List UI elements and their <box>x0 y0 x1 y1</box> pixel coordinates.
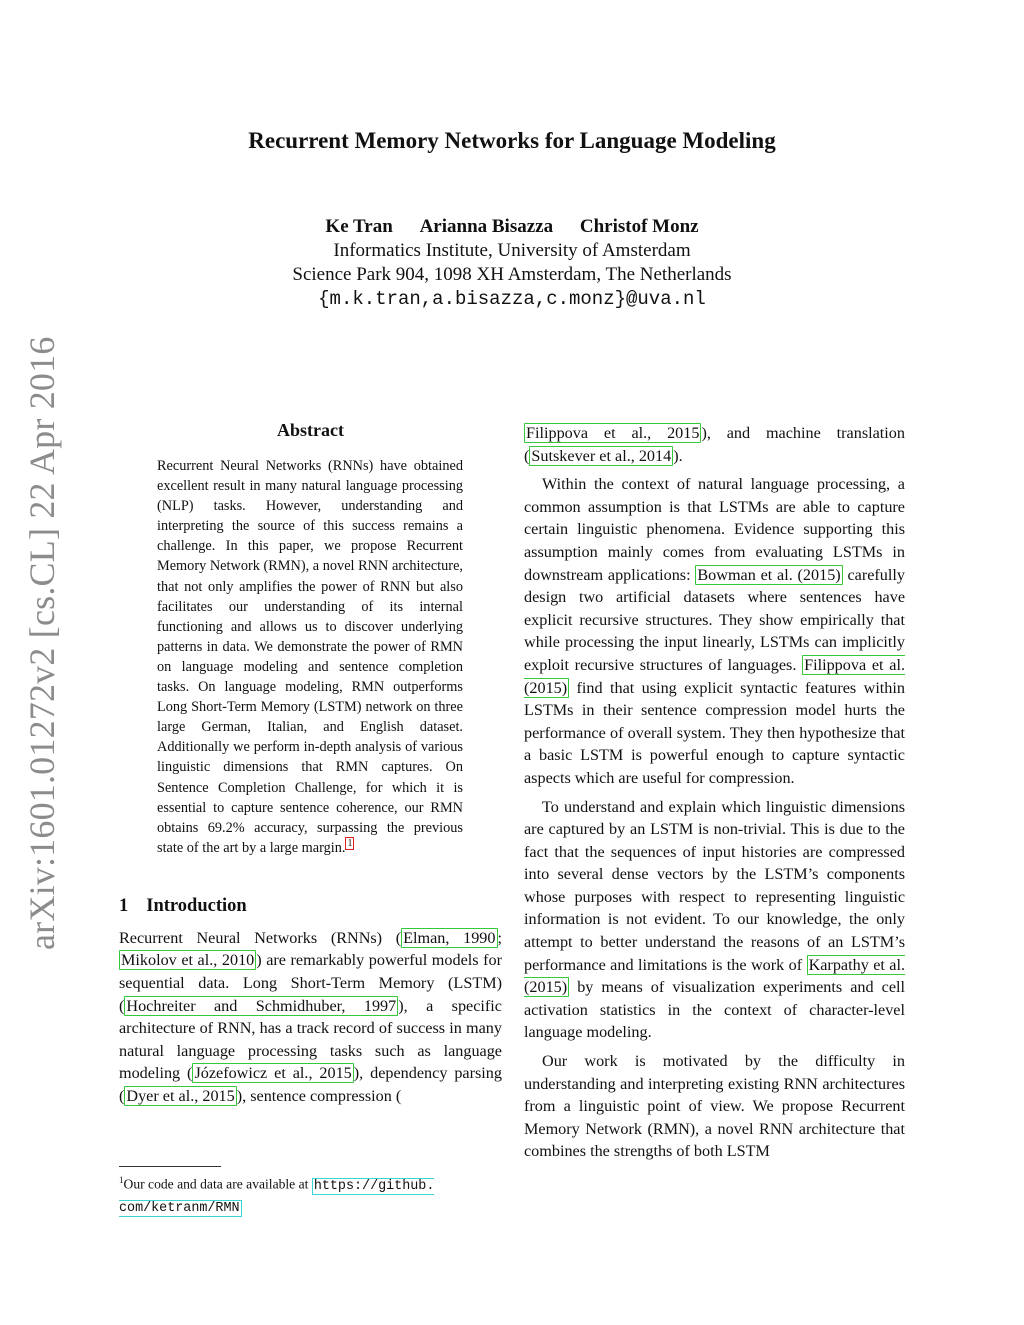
paragraph-text: Recurrent Neural Networks (RNNs) ( <box>119 928 402 947</box>
left-column <box>119 420 502 1108</box>
affiliation-address: Science Park 904, 1098 XH Amsterdam, The Netherlands <box>292 264 732 285</box>
citation-link[interactable]: Bowman et al. (2015) <box>697 565 841 584</box>
affiliation-institute: Informatics Institute, University of Amsterdam <box>333 240 691 261</box>
citation-link[interactable]: Mikolov et al., 2010 <box>121 951 255 970</box>
footnote <box>119 1170 502 1219</box>
citation-link[interactable]: Sutskever et al., 2014 <box>531 446 672 465</box>
intro-paragraph-2 <box>524 473 905 789</box>
url-text: https://github. <box>313 1178 435 1194</box>
paragraph-text: ), a specific architecture of RNN, has a track record of success in many natural language processing tasks such as language modeling ( <box>119 996 502 1083</box>
paragraph-text: ). <box>673 446 683 465</box>
paragraph-text: by means of visualization experiments and cell activation statistics in the context of character-level language modeling. <box>524 978 905 1042</box>
citation-link[interactable]: Dyer et al., 2015 <box>126 1087 235 1106</box>
citation-link[interactable]: Hochreiter and Schmidhuber, 1997 <box>126 996 397 1015</box>
intro-paragraph-4: Our work is motivated by the difficulty in understanding and interpreting existing RNN architectures from a linguistic point of view. We propose Recurrent Memory Network (RMN), a novel RNN architecture that combines the strengths of both LSTM <box>524 1052 905 1161</box>
footnote-mark: 1 <box>119 1175 124 1185</box>
abstract-heading: Abstract <box>277 420 344 440</box>
section-title: Introduction <box>146 895 247 916</box>
abstract-body <box>157 456 463 858</box>
author-name: Arianna Bisazza <box>419 216 554 237</box>
author-list <box>112 216 912 238</box>
paper-title: Recurrent Memory Networks for Language Modeling <box>248 128 776 153</box>
paragraph-text: To understand and explain which linguistic dimensions are captured by an LSTM is non-trivial. This is due to the fact that the sequences of input histories are compressed into several dense vectors by the LSTM’s components whose purposes with respect to representing linguistic information is not evident. To our knowledge, the only attempt to better understand the reasons of an LSTM’s performance and limitations is the work of <box>524 797 905 974</box>
paragraph-text: find that using explicit syntactic features within LSTMs in their sentence compression model hurts the performance of overall system. They then hypothesize that a basic LSTM is powerful enough to capture syntactic aspects which are useful for compression. <box>524 678 905 787</box>
intro-paragraph-1 <box>119 927 502 1108</box>
author-emails: {m.k.tran,a.bisazza,c.monz}@uva.nl <box>318 288 706 310</box>
author-name: Ke Tran <box>325 216 393 237</box>
paragraph-text: carefully design two artificial datasets where sentences have explicit recursive structures. They show empirically that while processing the input linearly, LSTMs can implicitly exploit recursive structures of languages. <box>524 565 905 674</box>
footnote-divider <box>119 1166 221 1167</box>
abstract-text: Recurrent Neural Networks (RNNs) have obtained excellent result in many natural language processing (NLP) tasks. However, understanding and interpreting the source of this success remains a challenge. In this paper, we propose Recurrent Memory Network (RMN), a novel RNN architecture, that not only amplifies the power of RNN but also facilitates our understanding of its internal functioning and allows us to discover underlying patterns in data. We demonstrate the power of RMN on language modeling and sentence completion tasks. On language modeling, RMN outperforms Long Short-Term Memory (LSTM) network on three large German, Italian, and English dataset. Additionally we perform in-depth analysis of various linguistic dimensions that RMN captures. On Sentence Completion Challenge, for which it is essential to capture sentence coherence, our RMN obtains 69.2% accuracy, surpassing the previous state of the art by a large margin. <box>157 458 463 856</box>
section-heading-introduction <box>119 896 502 917</box>
paragraph-text: ; <box>497 928 502 947</box>
footnote-reference-link[interactable]: 1 <box>347 838 353 850</box>
citation-link[interactable]: Filippova et al., 2015 <box>526 424 700 442</box>
citation-link[interactable]: Elman, 1990 <box>403 928 496 947</box>
paragraph-text: ) are remarkably powerful models for sequential data. Long Short-Term Memory (LSTM) ( <box>119 951 502 1015</box>
citation-link[interactable]: Karpathy et al. (2015) <box>524 955 906 997</box>
intro-paragraph-1-continued <box>524 422 905 467</box>
right-column <box>524 422 905 1163</box>
paragraph-text: ), and machine translation ( <box>524 424 905 465</box>
section-number: 1 <box>119 895 129 916</box>
footnote-text: Our code and data are available at <box>123 1176 312 1192</box>
paragraph-text: ), dependency parsing ( <box>119 1064 502 1106</box>
paragraph-text: Within the context of natural language processing, a common assumption is that LSTMs are able to capture certain linguistic phenomena. Evidence supporting this assumption mainly comes from evaluating LSTMs in downstream applications: <box>524 475 905 584</box>
url-text: com/ketranm/RMN <box>119 1200 240 1216</box>
citation-link[interactable]: Filippova et al. (2015) <box>524 655 906 697</box>
arxiv-identifier: arXiv:1601.01272v2 [cs.CL] 22 Apr 2016 <box>22 336 62 950</box>
citation-link[interactable]: Józefowicz et al., 2015 <box>194 1064 352 1083</box>
author-name: Christof Monz <box>579 216 699 237</box>
paragraph-text: ), sentence compression ( <box>236 1087 402 1106</box>
intro-paragraph-3 <box>524 796 905 1045</box>
